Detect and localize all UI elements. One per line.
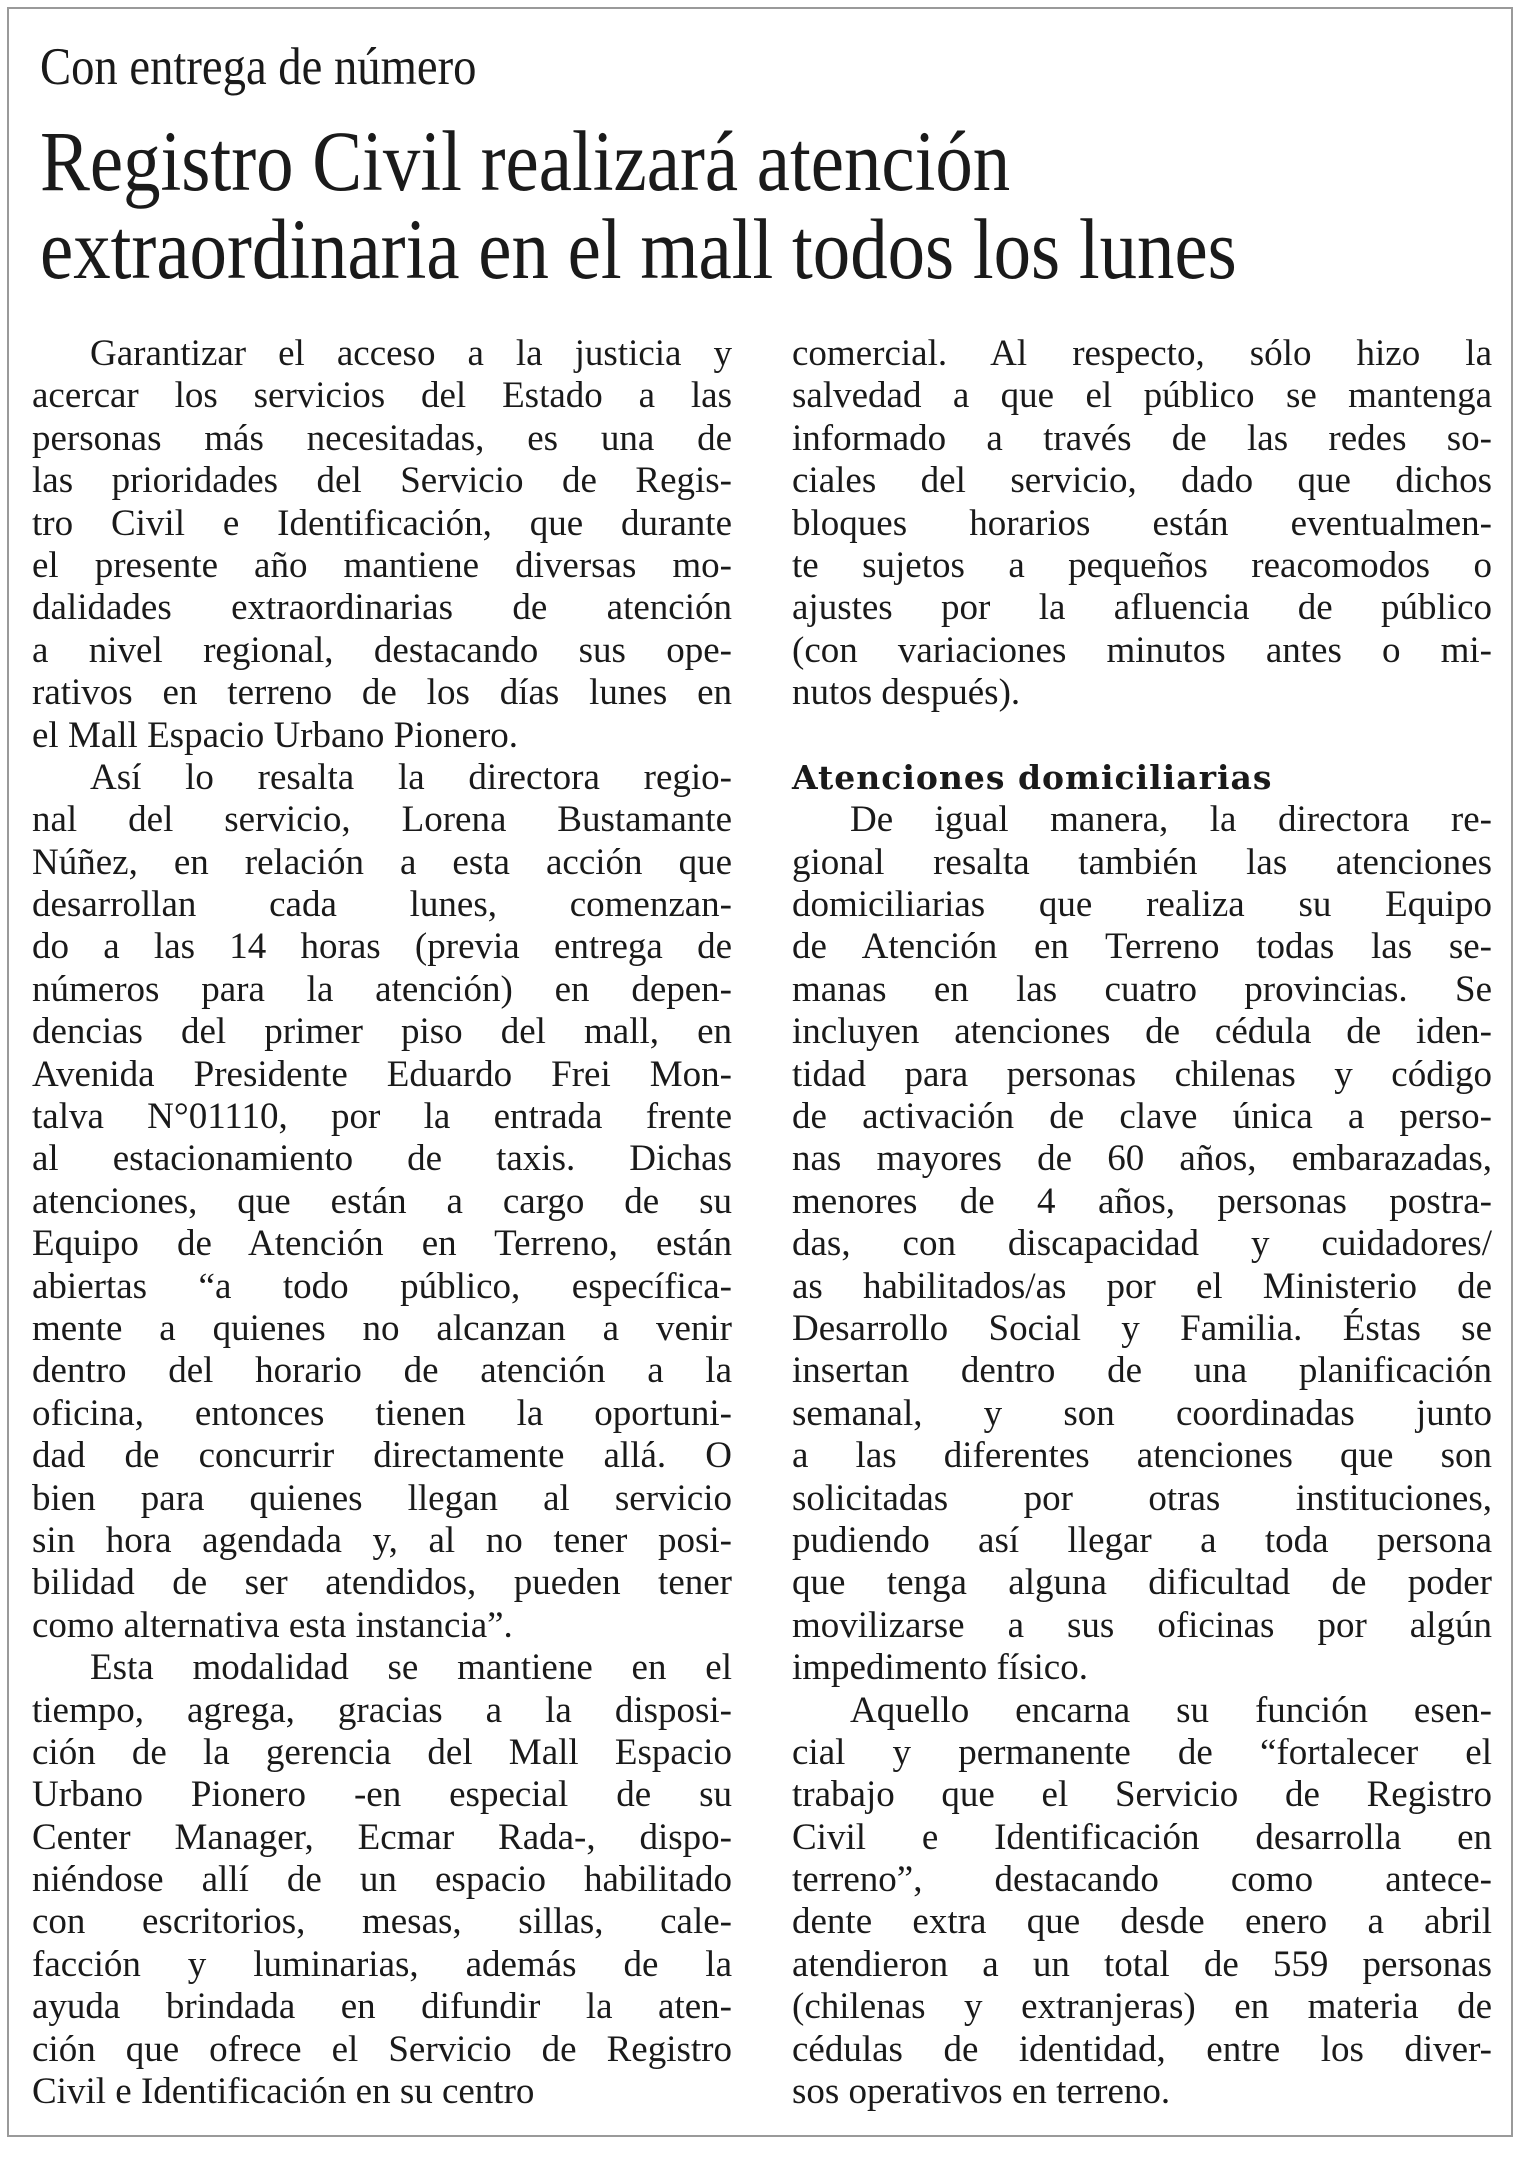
text-line: bien para quienes llegan al servicio — [32, 1477, 732, 1519]
text-line: las prioridades del Servicio de Regis- — [32, 460, 732, 502]
text-line: comercial. Al respecto, sólo hizo la — [792, 333, 1492, 374]
text-line: Civil e Identificación en su centro — [32, 2071, 535, 2113]
text-line: atendieron a un total de 559 personas — [792, 1943, 1492, 1985]
text-line: números para la atención) en depen- — [32, 968, 732, 1010]
text-line: manas en las cuatro provincias. Se — [792, 968, 1492, 1010]
text-line: Civil e Identificación desarrolla en — [792, 1816, 1492, 1858]
text-line: movilizarse a sus oficinas por algún — [792, 1604, 1492, 1646]
text-line: Aquello encarna su función esen- — [850, 1689, 1492, 1731]
text-line: de activación de clave única a perso- — [792, 1096, 1492, 1138]
text-line: mente a quienes no alcanzan a venir — [32, 1307, 732, 1349]
text-line: nas mayores de 60 años, embarazadas, — [792, 1138, 1492, 1180]
text-line: atenciones, que están a cargo de su — [32, 1180, 732, 1222]
text-line: bloques horarios están eventualmen- — [792, 502, 1492, 544]
text-line: (chilenas y extranjeras) en materia de — [792, 1986, 1492, 2028]
text-line: con escritorios, mesas, sillas, cale- — [32, 1901, 732, 1943]
text-line: dente extra que desde enero a abril — [792, 1901, 1492, 1943]
text-line: cial y permanente de “fortalecer el — [792, 1731, 1492, 1773]
text-line: ajustes por la afluencia de público — [792, 587, 1492, 629]
text-line: informado a través de las redes so- — [792, 417, 1492, 459]
text-line: dentro del horario de atención a la — [32, 1350, 732, 1392]
text-line: de Atención en Terreno todas las se- — [792, 926, 1492, 968]
text-line: te sujetos a pequeños reacomodos o — [792, 544, 1492, 586]
text-line: Desarrollo Social y Familia. Éstas se — [792, 1307, 1492, 1349]
right-column-bottom — [792, 799, 1492, 2113]
text-line: dad de concurrir directamente allá. O — [32, 1435, 732, 1477]
text-line: talva N°01110, por la entrada frente — [32, 1096, 732, 1138]
article-kicker: Con entrega de número — [40, 38, 477, 96]
text-line: insertan dentro de una planificación — [792, 1350, 1492, 1392]
text-line: as habilitados/as por el Ministerio de — [792, 1265, 1492, 1307]
text-line: dalidades extraordinarias de atención — [32, 587, 732, 629]
text-line: sos operativos en terreno. — [792, 2071, 1171, 2113]
text-line: sin hora agendada y, al no tener posi- — [32, 1519, 732, 1561]
headline-line: extraordinaria en el mall todos los lunes — [40, 201, 1237, 297]
text-line: domiciliarias que realiza su Equipo — [792, 884, 1492, 926]
text-line: rativos en terreno de los días lunes en — [32, 672, 732, 714]
text-line: tro Civil e Identificación, que durante — [32, 502, 732, 544]
text-line: nal del servicio, Lorena Bustamante — [32, 799, 732, 841]
text-line: al estacionamiento de taxis. Dichas — [32, 1138, 732, 1180]
text-line: trabajo que el Servicio de Registro — [792, 1774, 1492, 1816]
article-headline — [40, 113, 1237, 297]
text-line: facción y luminarias, además de la — [32, 1943, 732, 1985]
text-line: el presente año mantiene diversas mo- — [32, 544, 732, 586]
text-line: ción que ofrece el Servicio de Registro — [32, 2028, 732, 2070]
text-line: a las diferentes atenciones que son — [792, 1435, 1492, 1477]
text-line: el Mall Espacio Urbano Pionero. — [32, 714, 519, 756]
paragraph-gap — [792, 715, 1492, 757]
right-column-top — [792, 333, 1492, 715]
text-line: a nivel regional, destacando sus ope- — [32, 629, 732, 671]
text-line: niéndose allí de un espacio habilitado — [32, 1859, 732, 1901]
headline-line: Registro Civil realizará atención — [40, 113, 1011, 209]
text-line: acercar los servicios del Estado a las — [32, 375, 732, 417]
text-line: desarrollan cada lunes, comenzan- — [32, 884, 732, 926]
text-line: ayuda brindada en difundir la aten- — [32, 1986, 732, 2028]
text-line: gional resalta también las atenciones — [792, 841, 1492, 883]
text-line: Avenida Presidente Eduardo Frei Mon- — [32, 1053, 732, 1095]
left-text-column — [32, 333, 732, 2113]
text-line: dencias del primer piso del mall, en — [32, 1011, 732, 1053]
text-line: do a las 14 horas (previa entrega de — [32, 926, 732, 968]
text-line: Núñez, en relación a esta acción que — [32, 841, 732, 883]
section-subheading: Atenciones domiciliarias — [792, 757, 1273, 797]
text-line: Equipo de Atención en Terreno, están — [32, 1223, 732, 1265]
text-line: semanal, y son coordinadas junto — [792, 1392, 1492, 1434]
text-line: oficina, entonces tienen la oportuni- — [32, 1392, 732, 1434]
text-line: Esta modalidad se mantiene en el — [90, 1647, 732, 1689]
text-line: abiertas “a todo público, específica- — [32, 1265, 732, 1307]
text-line: ciales del servicio, dado que dichos — [792, 460, 1492, 502]
text-line: personas más necesitadas, es una de — [32, 417, 732, 459]
text-line: (con variaciones minutos antes o mi- — [792, 629, 1492, 671]
text-line: pudiendo así llegar a toda persona — [792, 1519, 1492, 1561]
text-line: cédulas de identidad, entre los diver- — [792, 2028, 1492, 2070]
text-line: bilidad de ser atendidos, pueden tener — [32, 1562, 732, 1604]
text-line: solicitadas por otras instituciones, — [792, 1477, 1492, 1519]
text-line: Center Manager, Ecmar Rada-, dispo- — [32, 1816, 732, 1858]
text-line: incluyen atenciones de cédula de iden- — [792, 1011, 1492, 1053]
text-line: menores de 4 años, personas postra- — [792, 1180, 1492, 1222]
text-line: impedimento físico. — [792, 1647, 1088, 1689]
text-line: Así lo resalta la directora regio- — [90, 756, 732, 798]
text-line: Urbano Pionero -en especial de su — [32, 1774, 732, 1816]
text-line: De igual manera, la directora re- — [850, 799, 1492, 841]
text-line: terreno”, destacando como antece- — [792, 1859, 1492, 1901]
text-line: ción de la gerencia del Mall Espacio — [32, 1731, 732, 1773]
text-line: salvedad a que el público se mantenga — [792, 375, 1492, 417]
text-line: tiempo, agrega, gracias a la disposi- — [32, 1689, 732, 1731]
text-line: Garantizar el acceso a la justicia y — [90, 333, 732, 374]
text-line: como alternativa esta instancia”. — [32, 1604, 513, 1646]
text-line: nutos después). — [792, 672, 1021, 714]
text-line: que tenga alguna dificultad de poder — [792, 1562, 1492, 1604]
right-text-column — [792, 333, 1492, 2113]
text-line: das, con discapacidad y cuidadores/ — [792, 1223, 1492, 1265]
text-line: tidad para personas chilenas y código — [792, 1053, 1492, 1095]
